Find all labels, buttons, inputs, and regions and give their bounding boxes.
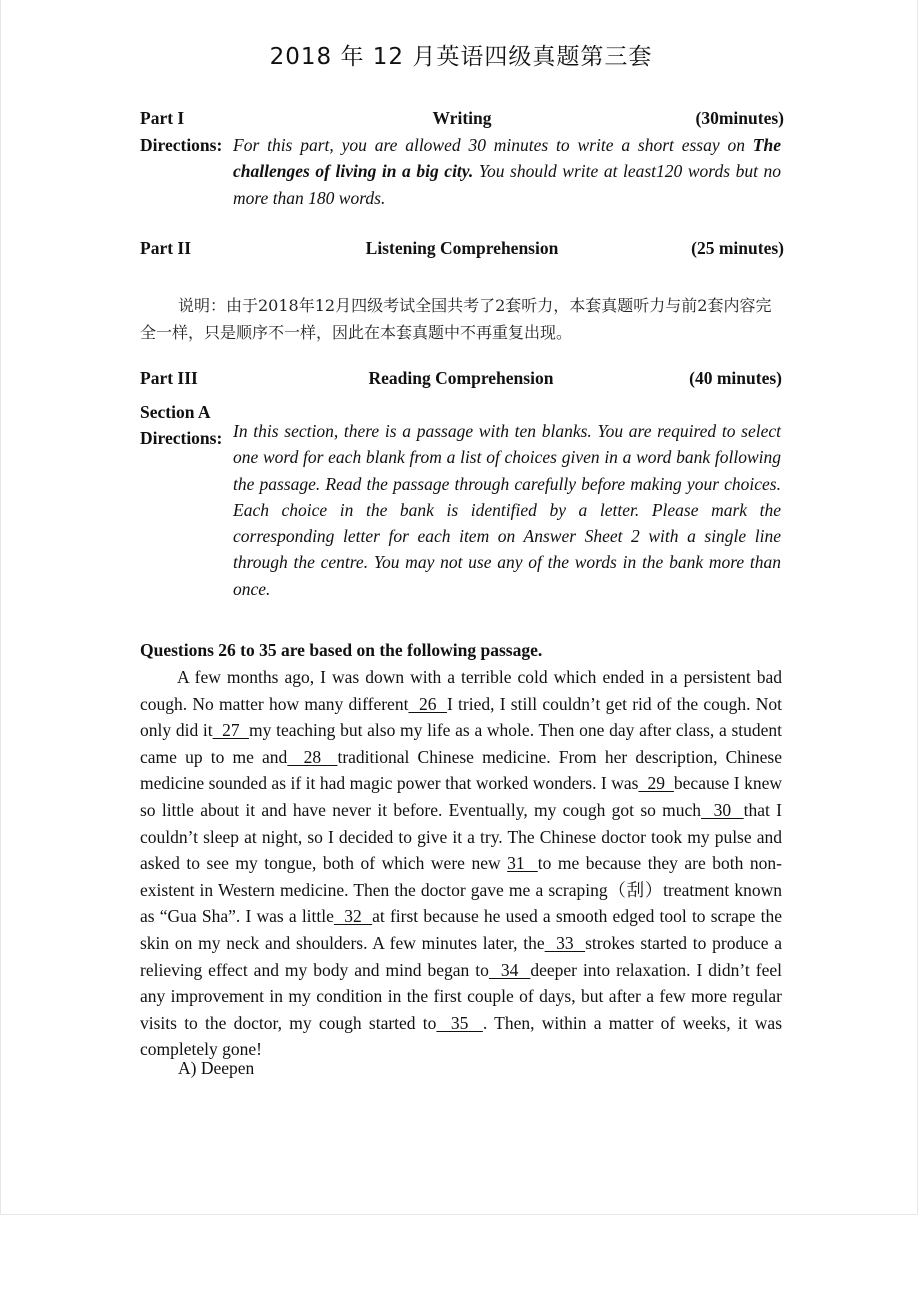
passage-text: I tried, I still couldn’t get rid of the cough. Not only did it bbox=[140, 693, 783, 741]
questions-heading: Questions 26 to 35 are based on the following passage. bbox=[140, 640, 543, 660]
part2-header bbox=[140, 238, 784, 262]
passage-text: A few months ago, I was down with a terrible cold which ended in a persistent bad cough. No matter how many different bbox=[140, 667, 782, 714]
part2-label: Part II bbox=[140, 238, 192, 258]
part1-directions-pre: For this part, you are allowed 30 minutes to write a short essay on bbox=[233, 135, 753, 155]
page-title: 2018 年 12 月英语四级真题第三套 bbox=[269, 44, 653, 70]
essay-topic: The challenges of living in a big city. bbox=[233, 135, 781, 182]
passage-paragraph bbox=[140, 664, 782, 1063]
blank-33: 33 bbox=[544, 932, 586, 953]
blank-26: 26 bbox=[408, 693, 447, 714]
blank-31: 31 bbox=[507, 853, 538, 874]
part1-label: Part I bbox=[140, 108, 185, 128]
reading-passage bbox=[140, 664, 782, 1063]
passage-text: because I knew so little about it and have never it before. Eventually, my cough got so much bbox=[140, 773, 782, 820]
blank-35: 35 bbox=[436, 1012, 483, 1033]
listening-note: 说明：由于2018年12月四级考试全国共考了2套听力，本套真题听力与前2套内容完全一样，只是顺序不一样，因此在本套真题中不再重复出现。 bbox=[140, 296, 772, 342]
section-a-label: Section A bbox=[140, 402, 211, 422]
part1-directions-post: You should write at least120 words but no more than 180 words. bbox=[233, 161, 781, 208]
passage-text: deeper into relaxation. I didn’t feel any improvement in my condition in the first couple of days, but after a few more regular visits to the doctor, my cough started to bbox=[140, 959, 782, 1033]
blank-32: 32 bbox=[333, 906, 373, 927]
blank-29: 29 bbox=[638, 773, 674, 794]
part3-label: Part III bbox=[140, 368, 198, 388]
passage-text: that I couldn’t sleep at night, so I decided to give it a try. The Chinese doctor took my pulse and asked to see my tongue, both of which were new bbox=[140, 799, 783, 874]
passage-text: my teaching but also my life as a whole. Then one day after class, a student came up to me and bbox=[140, 720, 783, 767]
part3-directions-label: Directions: bbox=[140, 428, 223, 448]
part1-time: (30minutes) bbox=[695, 108, 784, 128]
part3-time: (40 minutes) bbox=[689, 368, 782, 388]
blank-27: 27 bbox=[212, 720, 249, 741]
part2-time: (25 minutes) bbox=[691, 238, 784, 258]
passage-text: to me because they are both non-existent in Western medicine. Then the doctor gave me a scraping（刮）treatment known as “Gua Sha”. I was a little bbox=[140, 853, 783, 927]
part3-header bbox=[140, 368, 782, 392]
part1-header bbox=[140, 108, 784, 132]
passage-text: strokes started to produce a relieving effect and my body and mind began to bbox=[140, 932, 783, 980]
part1-directions bbox=[233, 132, 781, 211]
blank-28: 28 bbox=[287, 746, 338, 767]
part1-name: Writing bbox=[432, 108, 492, 128]
part1-directions-label: Directions: bbox=[140, 135, 223, 155]
part3-directions: In this section, there is a passage with ten blanks. You are required to select one word for each blank from a list of choices given in a word bank following the passage. Read the passage through carefully before making your choices. Each choice in the bank is identified by a letter. Please mark the corresponding letter for each item on Answer Sheet 2 with a single line through the centre. You may not use any of the words in the bank more than once. bbox=[233, 421, 781, 599]
word-bank-option-a: A) Deepen bbox=[178, 1058, 255, 1078]
part3-name: Reading Comprehension bbox=[368, 368, 554, 388]
part2-name: Listening Comprehension bbox=[365, 238, 559, 258]
passage-text: . Then, within a matter of weeks, it was completely gone! bbox=[140, 1012, 783, 1060]
passage-text: traditional Chinese medicine. From her description, Chinese medicine sounded as if it had magic power that worked wonders. I was bbox=[140, 746, 782, 794]
blank-34: 34 bbox=[488, 959, 531, 980]
passage-text: at first because he used a smooth edged tool to scrape the skin on my neck and shoulders. A few minutes later, the bbox=[140, 906, 782, 953]
blank-30: 30 bbox=[701, 799, 744, 820]
